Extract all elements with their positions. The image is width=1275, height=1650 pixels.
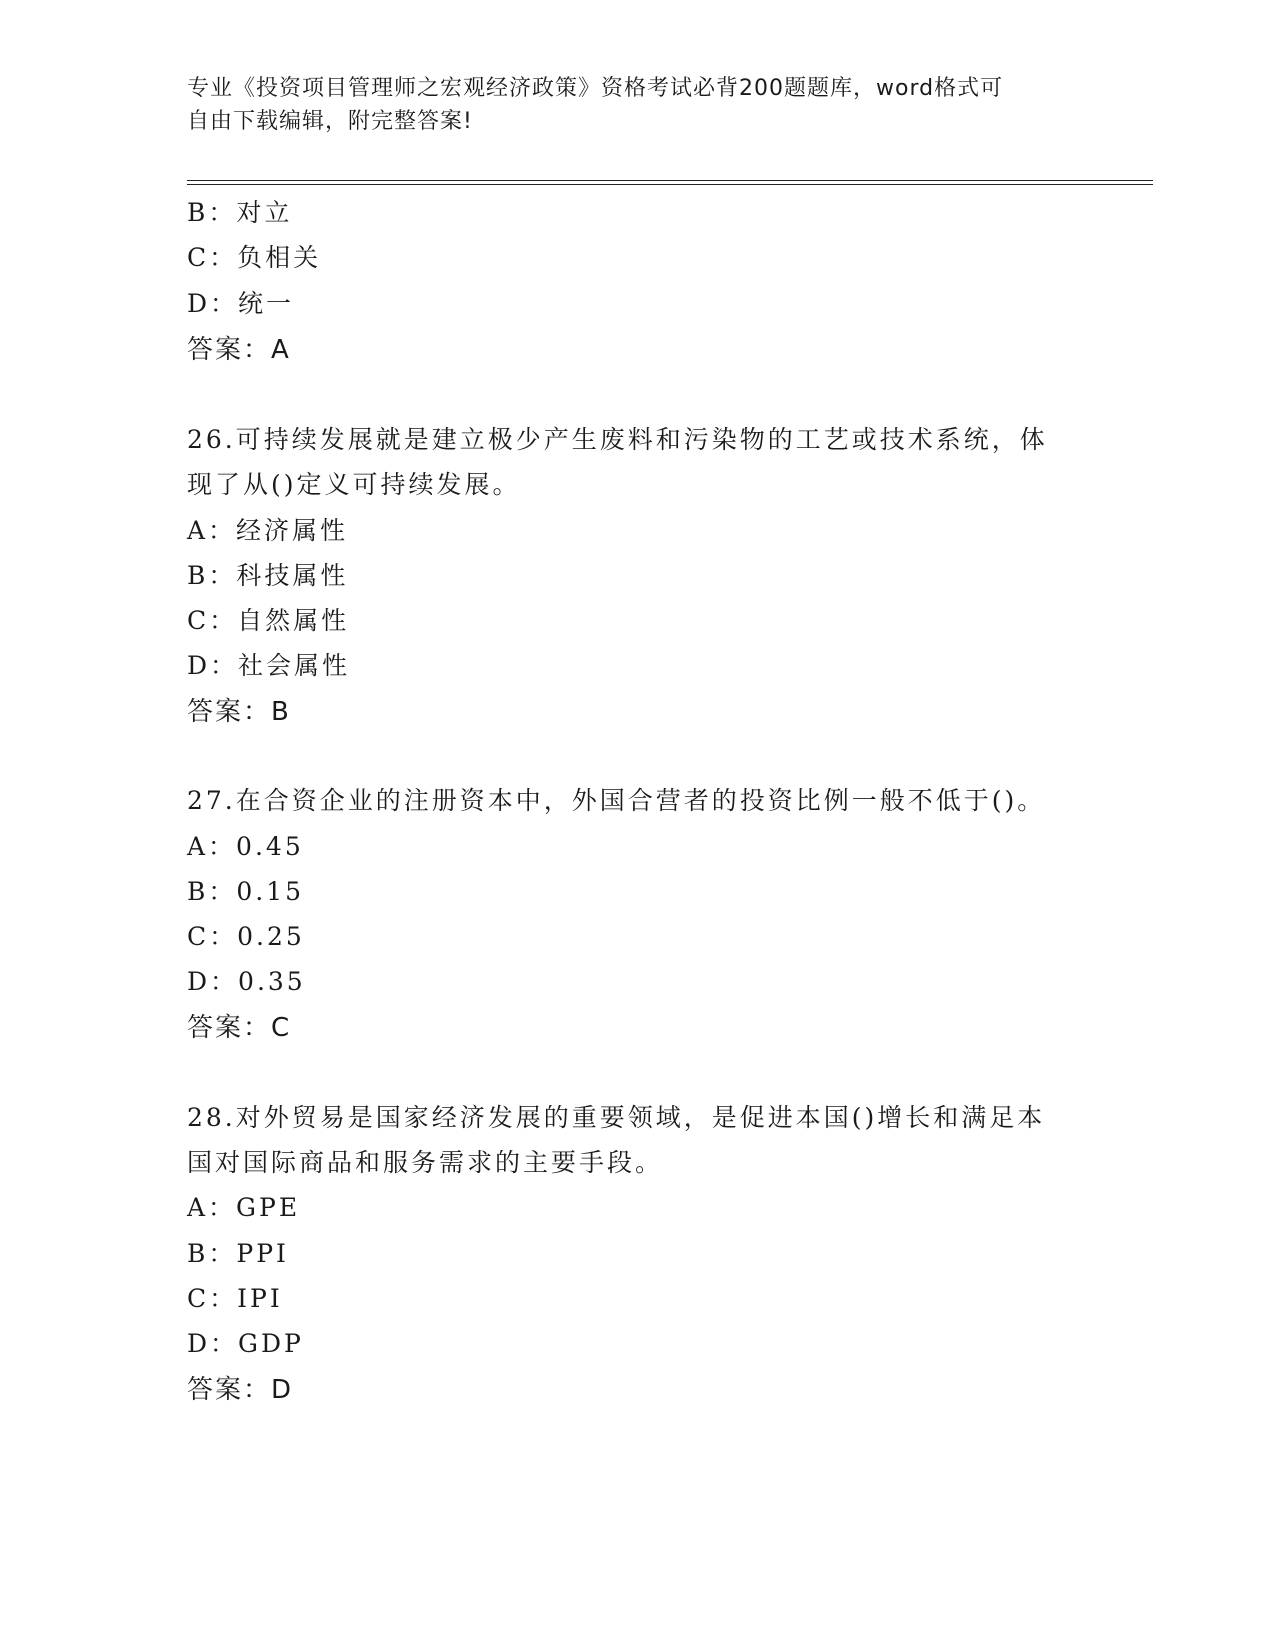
header-line-1: 专业《投资项目管理师之宏观经济政策》资格考试必背200题题库，word格式可 <box>187 76 1004 101</box>
option-b: B：对立 <box>187 198 293 227</box>
question-27-option-d: D：0.35 <box>187 967 306 996</box>
question-28-text-line-1: 28.对外贸易是国家经济发展的重要领域，是促进本国()增长和满足本 <box>187 1103 1046 1132</box>
question-26-text-line-1: 26.可持续发展就是建立极少产生废料和污染物的工艺或技术系统，体 <box>187 425 1048 454</box>
question-26-option-a: A：经济属性 <box>187 516 349 545</box>
header-divider-top <box>187 180 1153 181</box>
question-27-answer: 答案：C <box>187 1013 292 1043</box>
option-d: D：统一 <box>187 289 295 318</box>
document-header <box>187 72 1087 138</box>
question-27-option-a: A：0.45 <box>187 832 304 861</box>
question-26-text-line-2: 现了从()定义可持续发展。 <box>187 470 521 499</box>
question-27-text: 27.在合资企业的注册资本中，外国合营者的投资比例一般不低于()。 <box>187 786 1046 815</box>
question-28-answer: 答案：D <box>187 1375 294 1405</box>
question-28-option-d: D：GDP <box>187 1329 304 1358</box>
question-26-option-b: B：科技属性 <box>187 561 349 590</box>
option-c: C：负相关 <box>187 243 322 272</box>
answer: 答案：A <box>187 335 291 365</box>
question-28-option-a: A：GPE <box>187 1193 301 1222</box>
question-26-answer: 答案：B <box>187 697 291 727</box>
question-28-option-c: C：IPI <box>187 1284 283 1313</box>
question-27-option-c: C：0.25 <box>187 922 305 951</box>
header-line-2: 自由下载编辑，附完整答案! <box>187 109 473 134</box>
question-26-option-d: D：社会属性 <box>187 651 351 680</box>
question-26-option-c: C：自然属性 <box>187 606 350 635</box>
question-27-option-b: B：0.15 <box>187 877 305 906</box>
question-28-text-line-2: 国对国际商品和服务需求的主要手段。 <box>187 1148 664 1177</box>
header-divider-bottom <box>187 184 1153 185</box>
question-28-option-b: B：PPI <box>187 1239 289 1268</box>
